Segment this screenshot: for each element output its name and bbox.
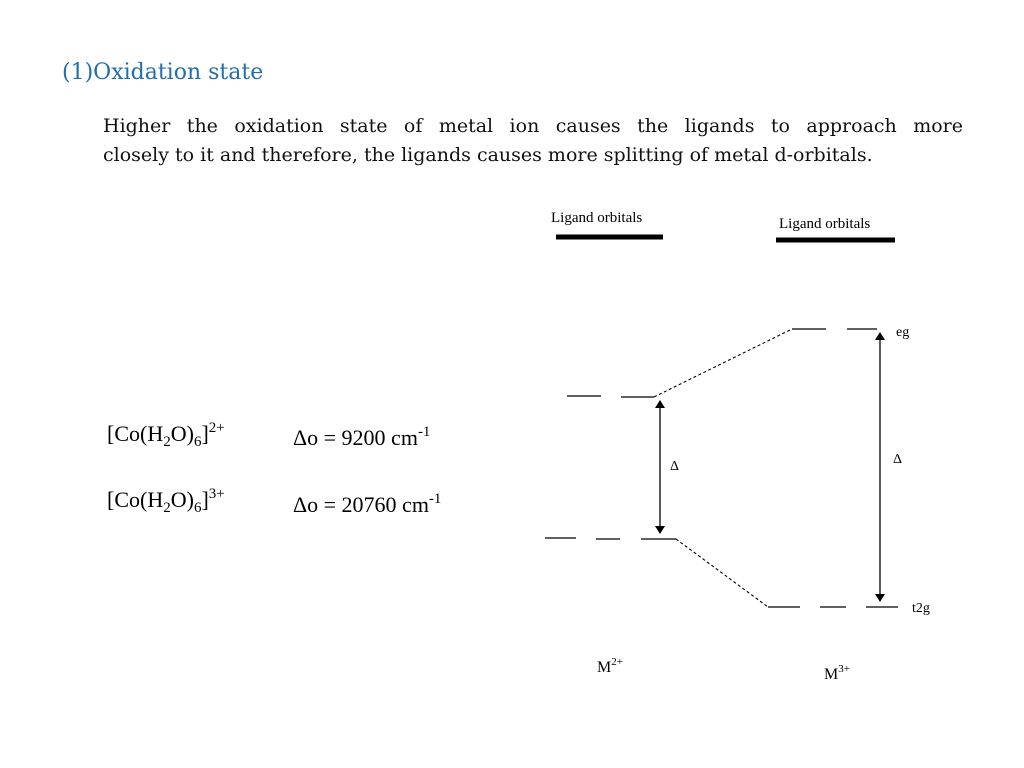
exponent: -1	[417, 424, 431, 440]
charge-superscript: 3+	[208, 486, 225, 502]
delta-text: Δo = 9200 cm	[293, 425, 418, 450]
complex-open: [Co(H	[107, 487, 164, 512]
slide-heading: (1)Oxidation state	[62, 60, 264, 85]
delta-text: Δo = 20760 cm	[293, 492, 429, 517]
metal-symbol: M	[597, 659, 612, 676]
paragraph-line-2: closely to it and therefore, the ligands causes more splitting of metal d-orbitals.	[103, 144, 873, 166]
eg-correlation-line	[654, 329, 792, 397]
paragraph-line-1: Higher the oxidation state of metal ion causes the ligands to approach more	[103, 115, 963, 137]
ligand-orbitals-label-left: Ligand orbitals	[551, 210, 643, 226]
metal-charge: 3+	[838, 663, 850, 675]
t2g-label: t2g	[912, 601, 930, 616]
metal-label-m2	[597, 656, 623, 676]
subscript: 2	[163, 434, 171, 450]
delta-label-m3: Δ	[893, 452, 903, 467]
complex-mid: O)	[170, 487, 194, 512]
charge-superscript: 2+	[208, 420, 225, 436]
complex-close: ]	[201, 487, 209, 512]
exponent: -1	[428, 491, 442, 507]
metal-symbol: M	[824, 666, 839, 683]
subscript: 2	[163, 500, 171, 516]
complex-close: ]	[201, 421, 209, 446]
t2g-correlation-line	[676, 539, 768, 607]
subscript: 6	[193, 500, 202, 516]
subscript: 6	[193, 434, 202, 450]
delta-label-m2: Δ	[670, 459, 680, 474]
eg-label: eg	[896, 325, 910, 340]
complex-mid: O)	[170, 421, 194, 446]
complex-open: [Co(H	[107, 421, 164, 446]
ligand-orbitals-label-right: Ligand orbitals	[779, 216, 871, 232]
metal-label-m3	[824, 663, 850, 683]
metal-charge: 2+	[611, 656, 623, 668]
